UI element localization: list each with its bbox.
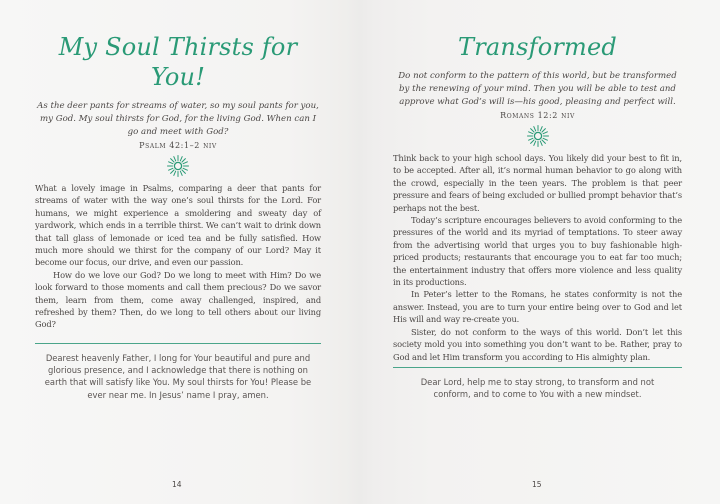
divider-rule (35, 343, 321, 344)
sunburst-icon (526, 124, 550, 148)
page-title: Transformed (458, 33, 617, 61)
devotional-body (393, 152, 682, 363)
right-page-content (393, 0, 682, 401)
devotional-body (35, 182, 321, 331)
prayer-text: Dear Lord, help me to stay strong, to transform and not conform, and to come to You with a new mindset. (420, 376, 655, 400)
scripture-reference: Psalm 42:1–2 niv (139, 141, 217, 150)
page-title: My Soul Thirsts for You! (58, 33, 298, 91)
scripture-verse: Do not conform to the pattern of this world, but be transformed by the renewing of your mind. Then you will be able to test and approve what God’s will is—his good, pleasing and perfect will. (398, 71, 677, 107)
prayer-text: Dearest heavenly Father, I long for Your beautiful and pure and glorious presence, and I acknowledge that there is nothing on earth that will satisfy like You. My soul thirsts for You! Please be ever near me. In Jesus’ name I pray, amen. (44, 352, 312, 400)
scripture-verse: As the deer pants for streams of water, so my soul pants for you, my God. My soul thirsts for God, for the living God. When can I go and meet with God? (37, 101, 319, 137)
body-paragraph: Sister, do not conform to the ways of this world. Don’t let this society mold you into something you don’t want to be. Rather, pray to God and let Him transform you according to His almighty plan. (393, 326, 682, 362)
page-number: 15 (532, 480, 542, 489)
body-paragraph: Think back to your high school days. You likely did your best to fit in, to be accepted. After all, it’s normal human behavior to go along with the crowd, especially in the teen years. The problem is that peer pressure and fears of being excluded or bullied prompt behavior that’s perhaps not the best. (393, 153, 682, 213)
body-paragraph: How do we love our God? Do we long to meet with Him? Do we look forward to those moments and call them precious? Do we savor them, learn from them, come away challenged, inspired, and refreshed by them? Then, do we long to tell others about our living God? (35, 269, 321, 330)
page-number: 14 (172, 480, 182, 489)
divider-rule (393, 367, 682, 368)
body-paragraph: Today’s scripture encourages believers to avoid conforming to the pressures of the world and its myriad of temptations. To steer away from the advertising world that urges you to buy fashionable high-priced products; restaurants that encourage you to eat far too much; the entertainment industry that offers more violence and less quality in its productions. (393, 215, 682, 288)
sunburst-icon (166, 154, 190, 178)
scripture-reference: Romans 12:2 niv (500, 111, 575, 120)
left-page-content (35, 0, 321, 401)
body-paragraph: In Peter’s letter to the Romans, he states conformity is not the answer. Instead, you are to turn your entire being over to God and let His will and way re-create you. (393, 289, 682, 325)
right-page (360, 0, 720, 504)
body-paragraph: What a lovely image in Psalms, comparing a deer that pants for streams of water with the way one’s soul thirsts for the Lord. For humans, we might experience a smoldering and sweaty day of yardwork, which ends in a terrible thirst. We can’t wait to drink down that tall glass of lemonade or iced tea and be fully satisfied. How much more should we thirst for the company of our Lord? May it become our focus, our drive, and even our passion. (35, 183, 321, 268)
